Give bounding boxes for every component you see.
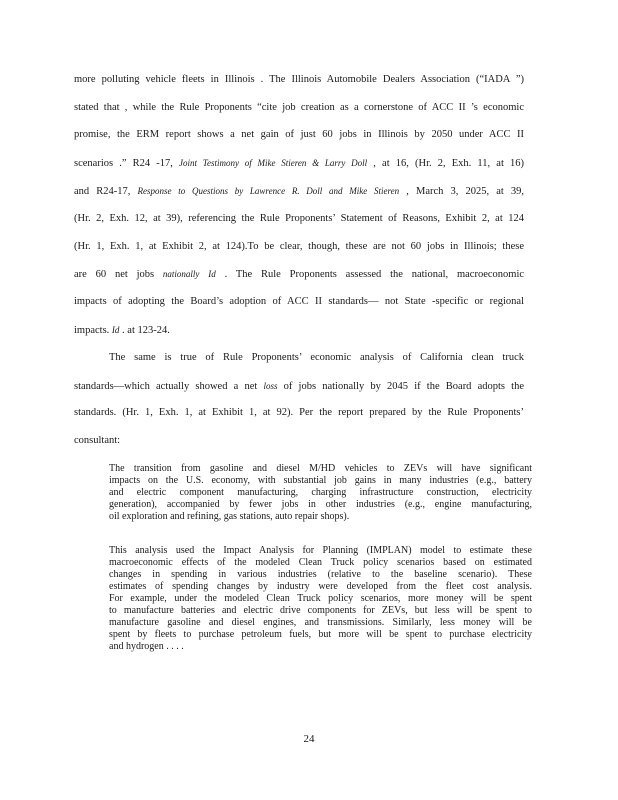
blockquote-1-line: generation), accompanied by fewer jobs in other industries (e.g., engine manufacturing, <box>109 499 532 510</box>
blockquote-1-line: The transition from gasoline and diesel M/HD vehicles to ZEVs will have significant <box>109 463 532 474</box>
citation-italic: Response to Questions by Lawrence R. Doll and Mike Stieren <box>137 186 400 196</box>
paragraph-2-line-1: The same is true of Rule Proponents’ economic analysis of California clean truck <box>109 352 524 363</box>
paragraph-1-line-4 <box>74 156 524 170</box>
blockquote-1-line: and electric component manufacturing, charging infrastructure construction, electricity <box>109 487 532 498</box>
page-number: 24 <box>303 733 315 745</box>
paragraph-1-line-8 <box>74 267 524 281</box>
paragraph-1-line-5 <box>74 184 524 198</box>
text-segment: impacts. <box>74 325 110 336</box>
paragraph-2-line-4: consultant: <box>74 435 121 446</box>
italic-word: Id <box>208 269 216 279</box>
text-segment: scenarios .” R24 -17, <box>74 158 173 169</box>
text-segment: of jobs nationally by 2045 if the Board adopts the <box>283 381 525 392</box>
paragraph-1-line-6: (Hr. 2, Exh. 12, at 39), referencing the Rule Proponents’ Statement of Reasons, Exhibit 2, at 124 <box>74 213 524 224</box>
blockquote-2-line: macroeconomic effects of the modeled Clean Truck policy scenarios based on estimated <box>109 557 532 568</box>
citation-italic: Joint Testimony of Mike Stieren & Larry Doll <box>179 158 368 168</box>
italic-word: nationally <box>162 269 200 279</box>
blockquote-2-line: manufacture gasoline and diesel engines, and transmissions. Similarly, less money will be <box>109 617 532 628</box>
paragraph-1-line-10 <box>74 323 524 337</box>
text-segment: are 60 net jobs <box>74 269 155 280</box>
paragraph-1-line-1: more polluting vehicle fleets in Illinois . The Illinois Automobile Dealers Association (“IADA ”) <box>74 74 524 85</box>
blockquote-2-line: changes in spending in various industries (relative to the baseline scenario). These <box>109 569 532 580</box>
italic-word: loss <box>263 381 278 391</box>
text-segment: and R24-17, <box>74 186 131 197</box>
text-segment: , at 16, (Hr. 2, Exh. 11, at 16) <box>373 158 525 169</box>
blockquote-2-line: estimates of spending changes by industry were developed from the fleet cost analysis. <box>109 581 532 592</box>
text-segment: . at 123-24. <box>122 325 170 336</box>
text-segment: , March 3, 2025, at 39, <box>406 186 525 197</box>
paragraph-2-line-2 <box>74 379 524 393</box>
blockquote-2-line: For example, under the modeled Clean Truck policy scenarios, more money will be spent <box>109 593 532 604</box>
blockquote-2-line: This analysis used the Impact Analysis for Planning (IMPLAN) model to estimate these <box>109 545 532 556</box>
blockquote-1-line: oil exploration and refining, gas stations, auto repair shops). <box>109 511 350 522</box>
blockquote-2-line: and hydrogen . . . . <box>109 641 184 652</box>
paragraph-1-line-2: stated that , while the Rule Proponents “cite job creation as a cornerstone of ACC II ’s economic <box>74 102 524 113</box>
italic-word: Id <box>111 325 120 335</box>
paragraph-1-line-9: impacts of adopting the Board’s adoption of ACC II standards— not State -specific or regional <box>74 296 524 307</box>
blockquote-2-line: spent by fleets to purchase petroleum fuels, but more will be spent to purchase electricity <box>109 629 532 640</box>
paragraph-1-line-3: promise, the ERM report shows a net gain of just 60 jobs in Illinois by 2050 under ACC II <box>74 129 524 140</box>
blockquote-1-line: impacts on the U.S. economy, with substantial job gains in many industries (e.g., battery <box>109 475 532 486</box>
blockquote-2-line: to manufacture batteries and electric drive components for ZEVs, but less will be spent to <box>109 605 532 616</box>
paragraph-1-line-7: (Hr. 1, Exh. 1, at Exhibit 2, at 124).To be clear, though, these are not 60 jobs in Illinois; these <box>74 241 524 252</box>
text-segment: . The Rule Proponents assessed the national, macroeconomic <box>224 269 525 280</box>
text-segment: standards—which actually showed a net <box>74 381 258 392</box>
paragraph-2-line-3: standards. (Hr. 1, Exh. 1, at Exhibit 1, at 92). Per the report prepared by the Rule Proponents’ <box>74 407 524 418</box>
